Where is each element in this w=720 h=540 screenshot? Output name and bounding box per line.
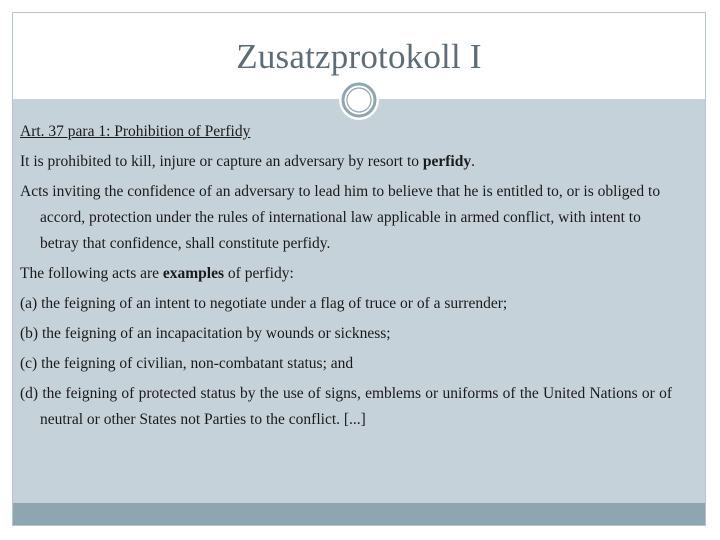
article-heading — [20, 119, 672, 145]
example-item-c: (c) the feigning of civilian, non-combatant status; and — [20, 355, 354, 372]
circle-ring-icon — [339, 80, 379, 120]
slide-body — [20, 119, 672, 433]
heading-text: Art. 37 para 1: Prohibition of Perfidy — [20, 123, 251, 140]
paragraph-definition: Acts inviting the confidence of an adversary to lead him to believe that he is entitled to, or is obliged to accord, protection under the rules of international law applicable in armed conflict, with intent to betray that confidence, shall constitute perfidy. — [20, 183, 661, 252]
p1-bold-perfidy: perfidy — [422, 153, 472, 170]
example-item-a: (a) the feigning of an intent to negotiate under a flag of truce or of a surrender; — [20, 295, 508, 312]
p1-text-before: It is prohibited to kill, injure or capture an adversary by resort to — [20, 153, 423, 170]
example-item-b: (b) the feigning of an incapacitation by wounds or sickness; — [20, 325, 391, 342]
p3-text-before: The following acts are — [20, 265, 163, 282]
p3-bold-examples: examples — [162, 265, 225, 282]
p1-text-after: . — [471, 153, 475, 170]
paragraph-examples-intro — [20, 261, 672, 287]
paragraph-prohibition — [20, 149, 672, 175]
p3-text-after: of perfidy: — [224, 265, 294, 282]
slide-title: Zusatzprotokoll I — [236, 37, 482, 76]
example-item-d: (d) the feigning of protected status by the use of signs, emblems or uniforms of the United Nations or of neutral or other States not Parties to the conflict. [...] — [20, 385, 672, 428]
footer-bar — [13, 503, 705, 525]
